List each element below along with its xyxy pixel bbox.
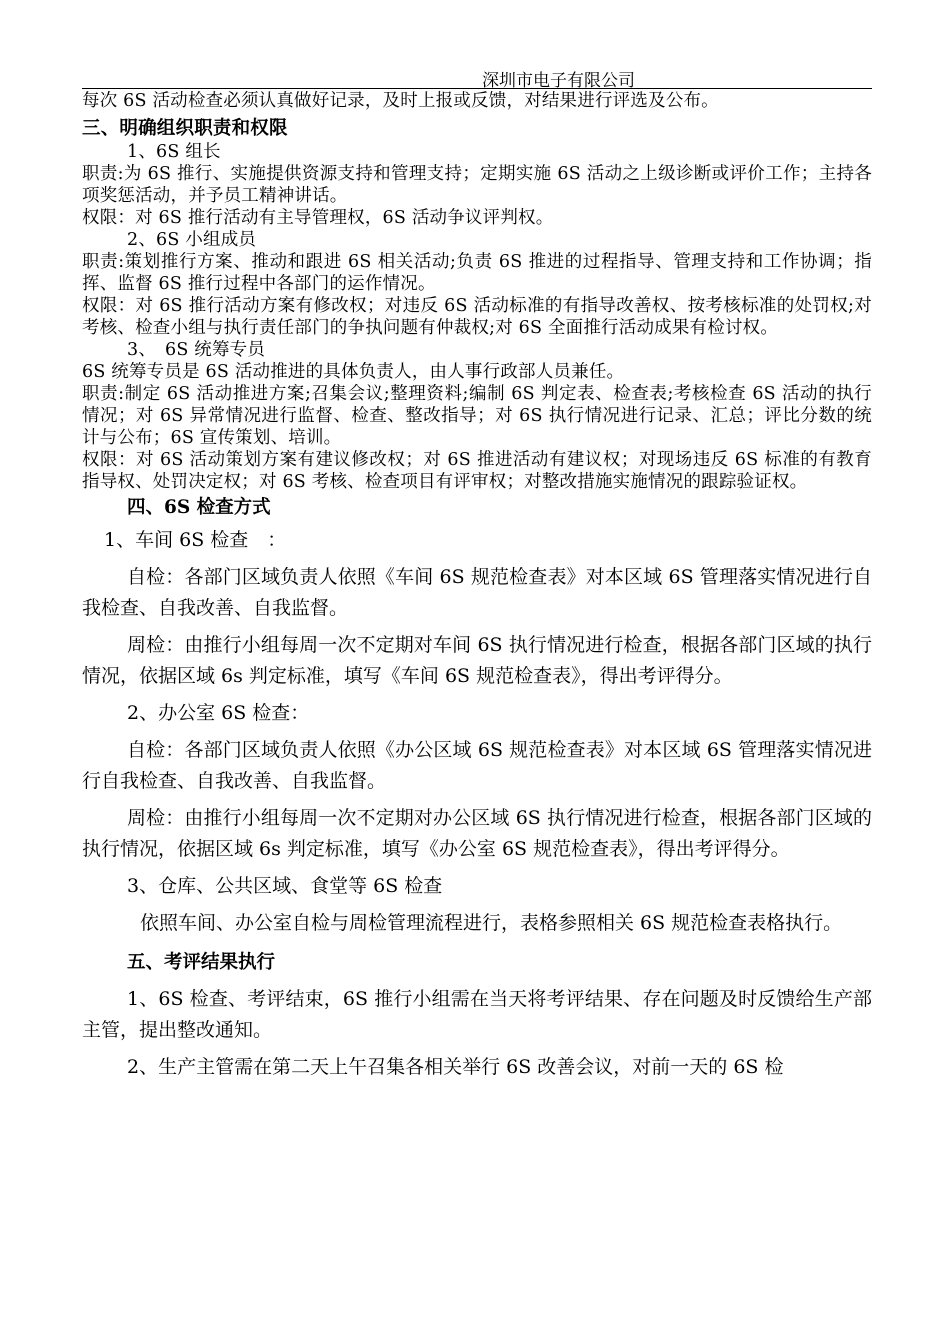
subheading-members: 2、6S 小组成员 bbox=[127, 230, 257, 250]
paragraph-office-self-check: 自检：各部门区域负责人依照《办公区域 6S 规范检查表》对本区域 6S 管理落实情况进行自我检查、自我改善、自我监督。 bbox=[82, 739, 872, 792]
paragraph-office-weekly-check: 周检：由推行小组每周一次不定期对办公区域 6S 执行情况进行检查，根据各部门区域的执行情况，依据区域 6s 判定标准，填写《办公室 6S 规范检查表》，得出考评得分。 bbox=[82, 807, 872, 860]
section-heading-3: 三、明确组织职责和权限 bbox=[82, 118, 288, 139]
section-heading-4: 四、6S 检查方式 bbox=[127, 497, 271, 518]
subheading-leader: 1、6S 组长 bbox=[127, 142, 221, 162]
paragraph-warehouse-process: 依照车间、办公室自检与周检管理流程进行，表格参照相关 6S 规范检查表格执行。 bbox=[140, 912, 843, 934]
paragraph-coordinator-duty: 职责:制定 6S 活动推进方案;召集会议;整理资料;编制 6S 判定表、检查表;考核检查 6S 活动的执行情况；对 6S 异常情况进行监督、检查、整改指导；对 6S 执行情况进行记录、汇总；评比分数的统计与公布；6S 宣传策划、培训。 bbox=[82, 384, 872, 448]
paragraph-result-2: 2、生产主管需在第二天上午召集各相关举行 6S 改善会议，对前一天的 6S 检 bbox=[127, 1056, 784, 1078]
paragraph-record: 每次 6S 活动检查必须认真做好记录，及时上报或反馈，对结果进行评选及公布。 bbox=[82, 91, 719, 111]
document-body bbox=[82, 90, 872, 1083]
paragraph-coordinator-authority: 权限：对 6S 活动策划方案有建议修改权；对 6S 推进活动有建议权；对现场违反 6S 标准的有教育指导权、处罚决定权；对 6S 考核、检查项目有评审权；对整改措施实施情况的跟踪验证权。 bbox=[82, 450, 872, 492]
subheading-coordinator: 3、 6S 统筹专员 bbox=[127, 340, 266, 360]
paragraph-workshop-self-check: 自检：各部门区域负责人依照《车间 6S 规范检查表》对本区域 6S 管理落实情况进行自我检查、自我改善、自我监督。 bbox=[82, 566, 872, 619]
paragraph-members-authority: 权限：对 6S 推行活动方案有修改权；对违反 6S 活动标准的有指导改善权、按考核标准的处罚权;对考核、检查小组与执行责任部门的争执问题有仲裁权;对 6S 全面推行活动成果有检讨权。 bbox=[82, 296, 872, 338]
paragraph-members-duty: 职责:策划推行方案、推动和跟进 6S 相关活动;负责 6S 推进的过程指导、管理支持和工作协调；指挥、监督 6S 推行过程中各部门的运作情况。 bbox=[82, 252, 872, 294]
paragraph-workshop-weekly-check: 周检：由推行小组每周一次不定期对车间 6S 执行情况进行检查，根据各部门区域的执行情况，依据区域 6s 判定标准，填写《车间 6S 规范检查表》，得出考评得分。 bbox=[82, 634, 872, 687]
company-name: 深圳市电子有限公司 bbox=[482, 71, 635, 91]
header-rule bbox=[82, 88, 872, 89]
paragraph-coordinator-intro: 6S 统筹专员是 6S 活动推进的具体负责人，由人事行政部人员兼任。 bbox=[82, 362, 625, 382]
section-heading-5: 五、考评结果执行 bbox=[127, 952, 276, 973]
paragraph-leader-duty: 职责:为 6S 推行、实施提供资源支持和管理支持；定期实施 6S 活动之上级诊断或评价工作；主持各项奖惩活动，并予员工精神讲话。 bbox=[82, 164, 872, 206]
page-header bbox=[82, 64, 872, 91]
subheading-workshop: 1、车间 6S 检查 ： bbox=[104, 529, 287, 551]
subheading-office: 2、办公室 6S 检查： bbox=[127, 702, 310, 724]
subheading-warehouse: 3、仓库、公共区域、食堂等 6S 检查 bbox=[127, 875, 443, 897]
paragraph-result-1: 1、6S 检查、考评结束，6S 推行小组需在当天将考评结果、存在问题及时反馈给生产部主管，提出整改通知。 bbox=[82, 988, 872, 1041]
paragraph-leader-authority: 权限：对 6S 推行活动有主导管理权，6S 活动争议评判权。 bbox=[82, 208, 554, 228]
